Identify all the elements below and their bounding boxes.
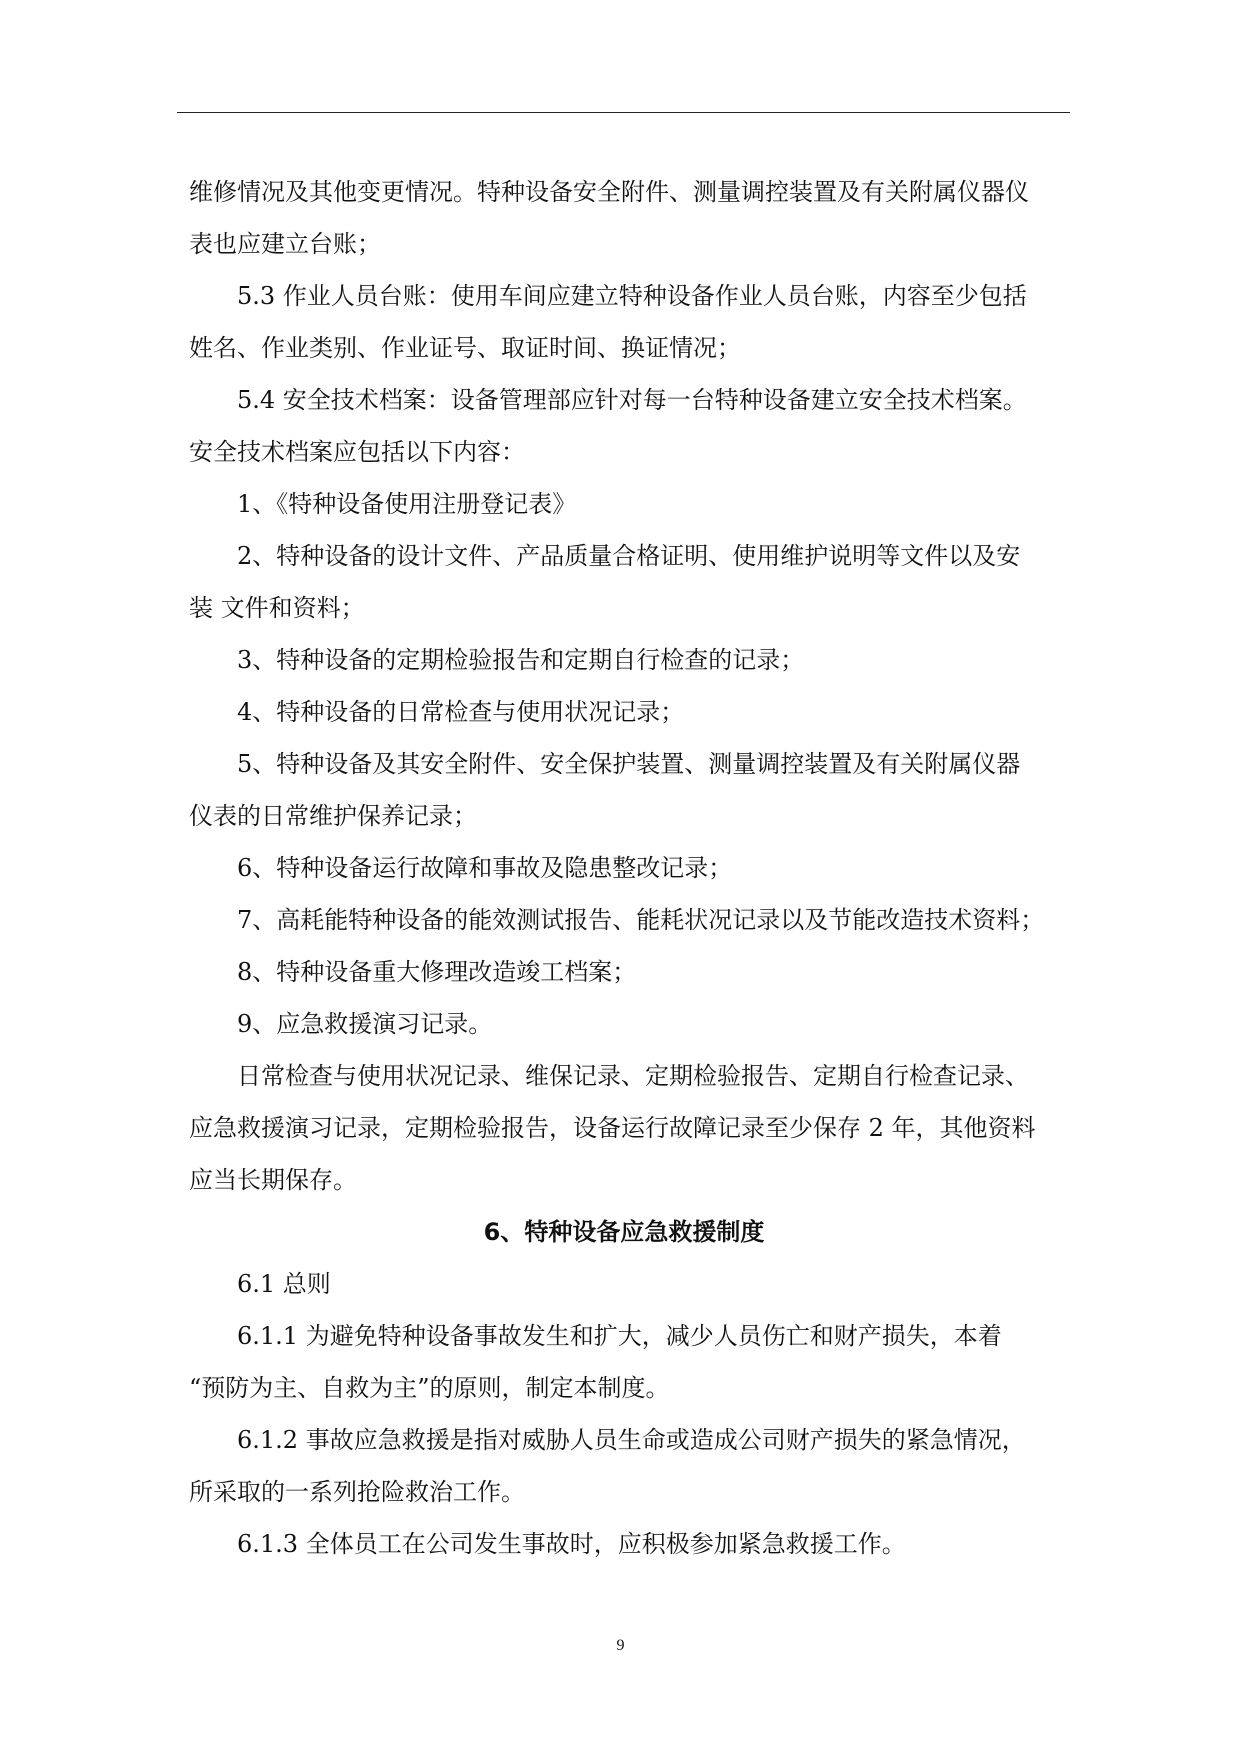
paragraph-line: 姓名、作业类别、作业证号、取证时间、换证情况； [189,334,741,362]
paragraph-line: 5.3 作业人员台账：使用车间应建立特种设备作业人员台账，内容至少包括 [237,282,1027,310]
paragraph-line: 安全技术档案应包括以下内容： [189,438,525,466]
list-item: 6、特种设备运行故障和事故及隐患整改记录； [237,854,733,882]
list-item: 5、特种设备及其安全附件、安全保护装置、测量调控装置及有关附属仪器 [237,750,1021,778]
paragraph-line: 6.1.1 为避免特种设备事故发生和扩大，减少人员伤亡和财产损失，本着 [237,1322,1002,1350]
paragraph-line: 表也应建立台账； [189,230,381,258]
list-item-continuation: 仪表的日常维护保养记录； [189,802,477,830]
paragraph-line: 所采取的一系列抢险救治工作。 [189,1478,525,1506]
paragraph-line: 6.1.3 全体员工在公司发生事故时，应积极参加紧急救援工作。 [237,1530,906,1558]
list-item-continuation: 装 文件和资料； [189,594,365,622]
paragraph-line: 日常检查与使用状况记录、维保记录、定期检验报告、定期自行检查记录、 [237,1062,1029,1090]
list-item: 4、特种设备的日常检查与使用状况记录； [237,698,685,726]
paragraph-line: 5.4 安全技术档案：设备管理部应针对每一台特种设备建立安全技术档案。 [237,386,1027,414]
document-body [189,166,1059,1570]
subsection-heading: 6.1 总则 [237,1270,331,1298]
list-item: 7、高耗能特种设备的能效测试报告、能耗状况记录以及节能改造技术资料； [237,906,1045,934]
list-item: 1、《特种设备使用注册登记表》 [237,490,577,518]
header-rule [177,112,1070,113]
list-item: 3、特种设备的定期检验报告和定期自行检查的记录； [237,646,805,674]
paragraph-line: “预防为主、自救为主”的原则，制定本制度。 [189,1374,670,1402]
list-item: 2、特种设备的设计文件、产品质量合格证明、使用维护说明等文件以及安 [237,542,1021,570]
list-item: 8、特种设备重大修理改造竣工档案； [237,958,637,986]
list-item: 9、应急救援演习记录。 [237,1010,493,1038]
paragraph-line: 应急救援演习记录，定期检验报告，设备运行故障记录至少保存 2 年，其他资料 [189,1114,1036,1142]
paragraph-line: 维修情况及其他变更情况。特种设备安全附件、测量调控装置及有关附属仪器仪 [189,178,1029,206]
section-title: 6、特种设备应急救援制度 [483,1218,765,1246]
paragraph-line: 6.1.2 事故应急救援是指对威胁人员生命或造成公司财产损失的紧急情况， [237,1426,1026,1454]
paragraph-line: 应当长期保存。 [189,1166,357,1194]
page-number: 9 [616,1637,625,1654]
